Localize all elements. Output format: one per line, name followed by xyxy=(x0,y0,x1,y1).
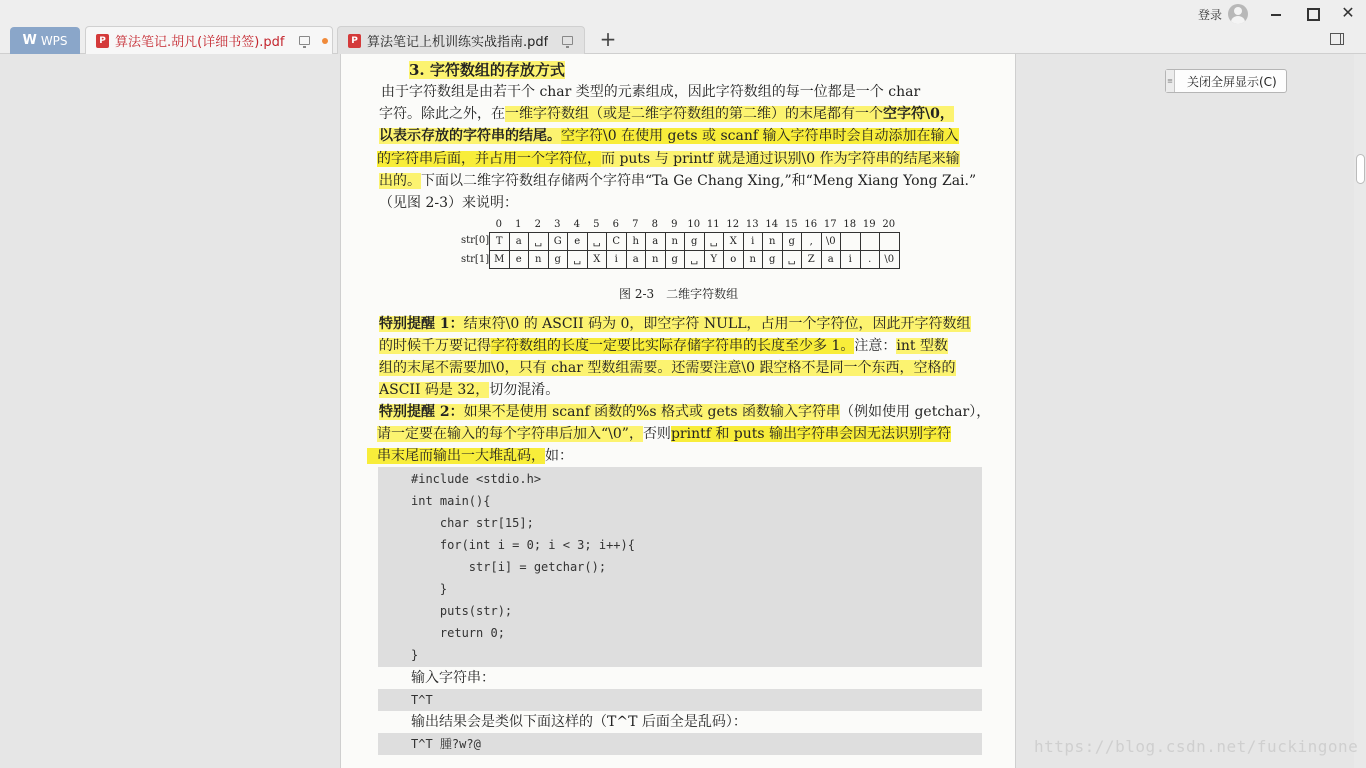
code-line: char str[15]; xyxy=(411,516,534,530)
code-line: str[i] = getchar(); xyxy=(411,560,607,574)
figure-cell: , xyxy=(802,233,822,251)
figure-column-number: 13 xyxy=(745,219,759,230)
figure-row xyxy=(490,233,900,251)
figure-cell: n xyxy=(665,233,685,251)
figure-cell: n xyxy=(646,251,666,269)
drag-handle-icon[interactable]: ≡ xyxy=(1166,70,1175,92)
tip1-line: 的时候千万要记得字符数组的长度一定要比实际存储字符串的长度至少多 1。注意：int 型数 xyxy=(379,338,948,354)
figure-column-number: 10 xyxy=(687,219,701,230)
maximize-button[interactable] xyxy=(1300,3,1324,23)
figure-cell: n xyxy=(529,251,549,269)
figure-cell: ␣ xyxy=(685,251,705,269)
tip1-line: 组的末尾不需要加\0，只有 char 型数组需要。还需要注意\0 跟空格不是同一个东西，空格的 xyxy=(379,360,956,376)
figure-cell: ␣ xyxy=(782,251,802,269)
figure-caption: 图 2-3 二维字符数组 xyxy=(619,287,739,301)
figure-cell: n xyxy=(743,251,763,269)
paragraph-line: 以表示存放的字符串的结尾。空字符\0 在使用 gets 或 scanf 输入字符串时会自动添加在输入 xyxy=(379,128,959,144)
figure-row xyxy=(490,251,900,269)
minimize-button[interactable] xyxy=(1264,3,1288,23)
figure-cell xyxy=(860,233,880,251)
figure-cell: G xyxy=(548,233,568,251)
wps-home-tab[interactable] xyxy=(10,27,80,54)
figure-column-number: 19 xyxy=(862,219,876,230)
avatar-icon xyxy=(1228,4,1248,24)
figure-cell: ␣ xyxy=(587,233,607,251)
input-value: T^T xyxy=(411,693,433,707)
code-line: for(int i = 0; i < 3; i++){ xyxy=(411,538,635,552)
figure-column-number: 4 xyxy=(573,219,580,230)
input-block xyxy=(378,689,982,711)
paragraph-line: 由于字符数组是由若干个 char 类型的元素组成，因此字符数组的每一位都是一个 char xyxy=(381,84,921,100)
figure-cell: g xyxy=(763,251,783,269)
figure-cell: e xyxy=(509,251,529,269)
figure-column-number: 20 xyxy=(882,219,896,230)
paragraph-line: 字符。除此之外，在一维字符数组（或是二维字符数组的第二维）的末尾都有一个空字符\0， xyxy=(379,106,954,122)
figure-cell: ␣ xyxy=(529,233,549,251)
monitor-icon[interactable] xyxy=(299,36,310,45)
figure-column-numbers xyxy=(489,219,899,230)
figure-cell: g xyxy=(782,233,802,251)
figure-column-number: 12 xyxy=(726,219,740,230)
code-line: int main(){ xyxy=(411,494,491,508)
figure-cell xyxy=(880,233,900,251)
output-label: 输出结果会是类似下面这样的（T^T 后面全是乱码）： xyxy=(411,714,747,730)
tab-label: 算法笔记.胡凡(详细书签).pdf xyxy=(115,35,285,50)
figure-char-table xyxy=(489,232,900,269)
code-text xyxy=(411,468,635,666)
figure-cell: n xyxy=(763,233,783,251)
code-line: return 0; xyxy=(411,626,505,640)
scrollbar-thumb[interactable] xyxy=(1356,154,1365,184)
code-line: #include <stdio.h> xyxy=(411,472,542,486)
figure-cell: h xyxy=(626,233,646,251)
figure-cell: a xyxy=(509,233,529,251)
vertical-scrollbar[interactable] xyxy=(1354,54,1366,768)
figure-column-number: 9 xyxy=(671,219,678,230)
pdf-file-icon: P xyxy=(348,34,361,48)
figure-column-number: 6 xyxy=(612,219,619,230)
figure-cell: i xyxy=(841,251,861,269)
figure-column-number: 8 xyxy=(651,219,658,230)
wps-logo-icon: W xyxy=(22,33,37,48)
tip1-line: ASCII 码是 32，切勿混淆。 xyxy=(379,382,560,398)
login-label: 登录 xyxy=(1198,7,1223,22)
figure-cell: T xyxy=(490,233,510,251)
figure-cell: a xyxy=(626,251,646,269)
figure-cell: ␣ xyxy=(704,233,724,251)
figure-cell: i xyxy=(607,251,627,269)
figure-row-label: str[1] xyxy=(461,254,490,265)
input-label: 输入字符串： xyxy=(411,670,495,686)
figure-cell: a xyxy=(646,233,666,251)
document-viewport xyxy=(0,54,1366,768)
figure-cell: o xyxy=(724,251,744,269)
figure-cell: \0 xyxy=(821,233,841,251)
figure-cell: a xyxy=(821,251,841,269)
figure-cell: M xyxy=(490,251,510,269)
login-button[interactable] xyxy=(1198,4,1248,24)
tab-label: 算法笔记上机训练实战指南.pdf xyxy=(367,35,549,50)
figure-column-number: 1 xyxy=(515,219,522,230)
figure-column-number: 0 xyxy=(495,219,502,230)
output-value: T^T 腫?w?@ xyxy=(411,737,481,751)
figure-column-number: 11 xyxy=(706,219,720,230)
figure-column-number: 2 xyxy=(534,219,541,230)
figure-cell xyxy=(841,233,861,251)
figure-cell: X xyxy=(724,233,744,251)
figure-column-number: 3 xyxy=(554,219,561,230)
exit-fullscreen-label: 关闭全屏显示(C) xyxy=(1187,74,1277,89)
tip2-line: 串末尾而输出一大堆乱码，如： xyxy=(367,446,573,466)
monitor-icon[interactable] xyxy=(562,36,573,45)
code-block xyxy=(378,467,982,667)
tab-document-1[interactable] xyxy=(85,26,333,54)
figure-column-number: 18 xyxy=(843,219,857,230)
figure-cell: Y xyxy=(704,251,724,269)
new-tab-button[interactable]: + xyxy=(599,27,617,51)
exit-fullscreen-button[interactable] xyxy=(1165,69,1287,93)
figure-column-number: 17 xyxy=(823,219,837,230)
watermark: https://blog.csdn.net/fuckingone xyxy=(1034,737,1359,756)
code-line: } xyxy=(411,648,419,662)
figure-cell: . xyxy=(860,251,880,269)
paragraph-line: 的字符串后面，并占用一个字符位，而 puts 与 printf 就是通过识别\0 作为字符串的结尾来输 xyxy=(377,151,960,167)
figure-column-number: 7 xyxy=(632,219,639,230)
title-bar xyxy=(0,0,1366,54)
figure-column-number: 14 xyxy=(765,219,779,230)
side-panel-icon[interactable] xyxy=(1330,33,1344,45)
code-line: puts(str); xyxy=(411,604,513,618)
close-button[interactable]: ✕ xyxy=(1341,3,1355,22)
figure-cell: X xyxy=(587,251,607,269)
tip1-line: 特别提醒 1：结束符\0 的 ASCII 码为 0，即空字符 NULL，占用一个字符位，因此开字符数组 xyxy=(379,316,971,332)
code-line: } xyxy=(411,582,448,596)
figure-cell: ␣ xyxy=(568,251,588,269)
figure-cell: g xyxy=(548,251,568,269)
figure-cell: C xyxy=(607,233,627,251)
figure-cell: g xyxy=(685,233,705,251)
tab-document-2[interactable] xyxy=(337,26,585,54)
tip2-line: 特别提醒 2：如果不是使用 scanf 函数的%s 格式或 gets 函数输入字符串（例如使用 getchar）， xyxy=(379,404,991,420)
wps-home-label: WPS xyxy=(40,33,68,48)
paragraph-line: （见图 2-3）来说明： xyxy=(379,195,518,211)
pdf-page xyxy=(340,54,1016,768)
figure-cell: g xyxy=(665,251,685,269)
tip2-line: 请一定要在输入的每个字符串后加入“\0”，否则printf 和 puts 输出字符串会因无法识别字符 xyxy=(377,426,952,442)
figure-cell: Z xyxy=(802,251,822,269)
output-block xyxy=(378,733,982,755)
figure-cell: e xyxy=(568,233,588,251)
figure-column-number: 16 xyxy=(804,219,818,230)
paragraph-line: 出的。下面以二维字符数组存储两个字符串“Ta Ge Chang Xing,”和“Meng Xiang Yong Zai.” xyxy=(379,173,977,189)
section-heading: 3. 字符数组的存放方式 xyxy=(409,61,565,79)
figure-cell: \0 xyxy=(880,251,900,269)
figure-row-label: str[0] xyxy=(461,235,490,246)
pdf-file-icon: P xyxy=(96,34,109,48)
figure-column-number: 5 xyxy=(593,219,600,230)
figure-cell: i xyxy=(743,233,763,251)
figure-column-number: 15 xyxy=(784,219,798,230)
unsaved-dot-icon xyxy=(322,38,328,44)
